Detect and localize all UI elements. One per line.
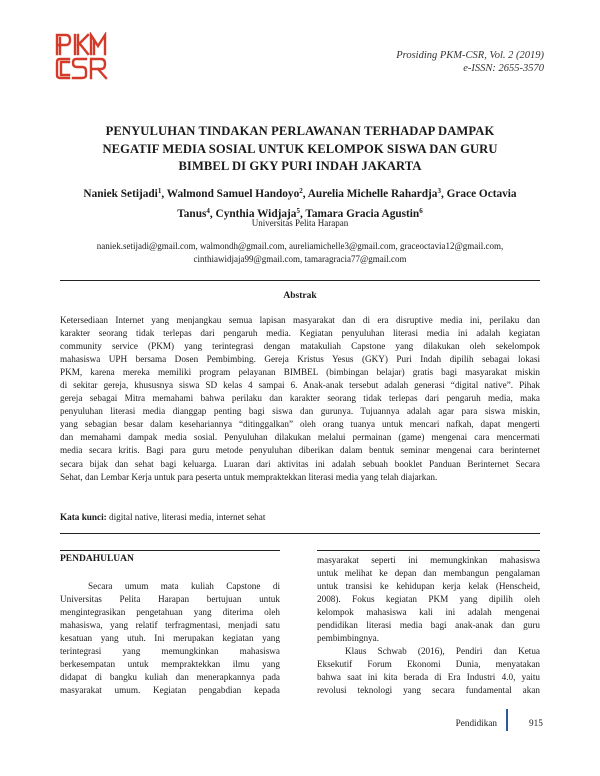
author-sup: 5 (296, 207, 300, 215)
abstract-line: media secara kritis. Bagi para guru metode penyuluhan diberikan dalam bentuk seminar mengenai cara berinternet (60, 445, 540, 456)
body-line: bahwa saat ini kita berada di Era Industri 4.0, yaitu (317, 672, 540, 683)
abstract-line: PKM, karena mereka memiliki program pelayanan BIMBEL (bimbingan belajar) gratis bagi masyarakat miskin (60, 367, 540, 378)
footer-divider (506, 709, 508, 731)
author-sup: 6 (419, 207, 423, 215)
abstract-body (60, 314, 540, 484)
author-name: Naniek Setijadi (83, 188, 158, 200)
author-name: Aurelia Michelle Rahardja (307, 188, 438, 200)
body-line: pembimbingnya. (317, 633, 380, 644)
email-line[interactable]: naniek.setijadi@gmail.com, walmondh@gmail.com, aureliamichelle3@gmail.com, graceoctavia12@gmail.com, (96, 241, 504, 251)
abstract-line: penyuluhan literasi media dianggap penting bagi siswa dan gurunya. Tujuannya adalah agar para siswa miskin, (60, 406, 540, 417)
abstract-line: gereja sebagai Mitra memahami bahwa perilaku dan karakter seorang tidak terlepas dari pengaruh media, maka (60, 393, 540, 404)
body-line: Klaus Schwab (2016), Pendiri dan Ketua (345, 646, 540, 657)
body-line: masyarakat seperti ini memungkinkan mahasiswa (317, 555, 540, 565)
email-line[interactable]: cinthiawidjaja99@gmail.com, tamaragracia77@gmail.com (193, 253, 407, 264)
author-sup: 4 (206, 207, 210, 215)
body-line: masyarakat umum. Kegiatan pengabdian kepada (60, 685, 280, 696)
eissn: e-ISSN: 2655-3570 (463, 63, 544, 74)
body-line: kelompok mahasiswa kali ini adalah mengenai (317, 607, 540, 618)
abstract-line: karakter seorang tidak terlepas dari pengaruh media. Kegiatan penyuluhan literasi media ini adalah kegiatan (60, 328, 540, 339)
abstract-line: Ketersediaan Internet yang menjangkau semua lapisan masyarakat dan di era disruptive media ini, perilaku dan (60, 315, 540, 325)
title-line: BIMBEL DI GKY PURI INDAH JAKARTA (178, 159, 422, 173)
body-line: mahasiswa, yang relatif terfragmentasi, menjadi satu (60, 620, 280, 631)
abstract-top-rule (60, 280, 540, 281)
body-line: kesatuan yang utuh. Ini merupakan kegiatan yang (60, 633, 280, 644)
body-line: Universitas Pelita Harapan bertujuan untuk (60, 594, 280, 605)
body-line: terintegrasi yang memungkinkan mahasiswa (60, 646, 280, 657)
body-line: berkesempatan untuk mempraktekkan ilmu yang (60, 659, 280, 670)
left-column-rule (60, 550, 280, 551)
left-column (60, 580, 280, 697)
title-line: PENYULUHAN TINDAKAN PERLAWANAN TERHADAP DAMPAK (105, 124, 495, 138)
keywords-label: Kata kunci: (60, 512, 107, 522)
abstract-line: community service (PKM) yang terintegrasi dengan matakuliah Capstone yang dilakukan oleh sekelompok (60, 341, 540, 352)
journal-name: Prosiding PKM-CSR, Vol. 2 (2019) (396, 50, 544, 61)
author-sup: 1 (157, 187, 162, 195)
abstract-line: di sekitar gereja, khususnya siswa SD kelas 4 sampai 6. Anak-anak tersebut adalah generasi “digital native”. Pihak (60, 380, 540, 391)
right-column-rule (317, 550, 540, 551)
abstract-line: mahasiswa UPH bersama Dosen Pembimbing. Gereja Kristus Yesus (GKY) Puri Indah dipilih sebagai lokasi (60, 354, 540, 365)
title-line: NEGATIF MEDIA SOSIAL UNTUK KELOMPOK SISWA DAN GURU (102, 141, 498, 156)
page-number: 915 (529, 718, 543, 728)
author-name-part: Tanus (177, 208, 207, 220)
body-line: Secara umum mata kuliah Capstone di (88, 581, 280, 591)
keywords-bottom-rule (60, 533, 540, 534)
running-header (396, 49, 544, 75)
paper-title (60, 123, 540, 176)
body-line: Eksekutif Forum Ekonomi Dunia, menyatakan (317, 659, 540, 670)
abstract-line: dan memahami dampak media sosial. Penyuluhan dilakukan melalui permainan (game) mengenai cara mencermati (60, 432, 540, 443)
author-name: Tamara Gracia Agustin (305, 208, 420, 220)
body-line: revolusi teknologi yang secara fundamental akan (317, 685, 540, 696)
body-line: untuk melihat ke depan dan membangun pengalaman (317, 568, 540, 579)
body-line: 2008). Fokus kegiatan PKM yang dipilih oleh (317, 594, 540, 605)
right-column (317, 554, 540, 698)
body-line: untuk transisi ke kehidupan kerja kelak (Henscheid, (317, 581, 540, 592)
abstract-line: secara bijak dan sehat bagi keluarga. Luaran dari aktivitas ini adalah sebuah booklet Panduan Berinternet Secara (60, 458, 540, 469)
body-line: didapat di bangku kuliah dan menerapkannya pada (60, 672, 280, 683)
keywords-text: digital native, literasi media, internet sehat (106, 512, 266, 522)
abstract-heading: Abstrak (283, 291, 317, 301)
author-name-part: Grace Octavia (446, 188, 517, 200)
author-name: Cynthia Widjaja (215, 208, 297, 220)
section-heading-pendahuluan: PENDAHULUAN (60, 554, 134, 564)
author-name: Walmond Samuel Handoyo (166, 188, 300, 200)
author-sup: 2 (299, 187, 303, 195)
abstract-line: yang sebagian besar dalam kesehariannya “ditinggalkan” oleh orang tuanya untuk mencari nafkah, dapat mengerti (60, 419, 540, 430)
author-sup: 3 (437, 187, 441, 195)
body-line: mengintegrasikan pengetahuan yang diterima oleh (60, 607, 280, 618)
keywords (60, 512, 540, 522)
body-line: pendidikan literasi media bagi anak-anak dan guru (317, 620, 540, 631)
footer-section-label: Pendidikan (455, 718, 497, 728)
author-list: Naniek Setijadi$^1$, Walmond Samuel Handoyo$^2$, Aurelia Michelle Rahardja$^3$, Grace Octavia Tanus$^4$, Cynthia Widjaja$^5$, Tamara Gracia Agustin$^6$ (83, 187, 517, 220)
pkm-csr-logo (54, 32, 110, 80)
affiliation: Universitas Pelita Harapan (251, 218, 349, 228)
abstract-line: Sehat, dan Lembar Kerja untuk para peserta untuk mempraktekkan literasi media yang telah diajarkan. (60, 471, 438, 482)
author-emails (60, 240, 540, 265)
